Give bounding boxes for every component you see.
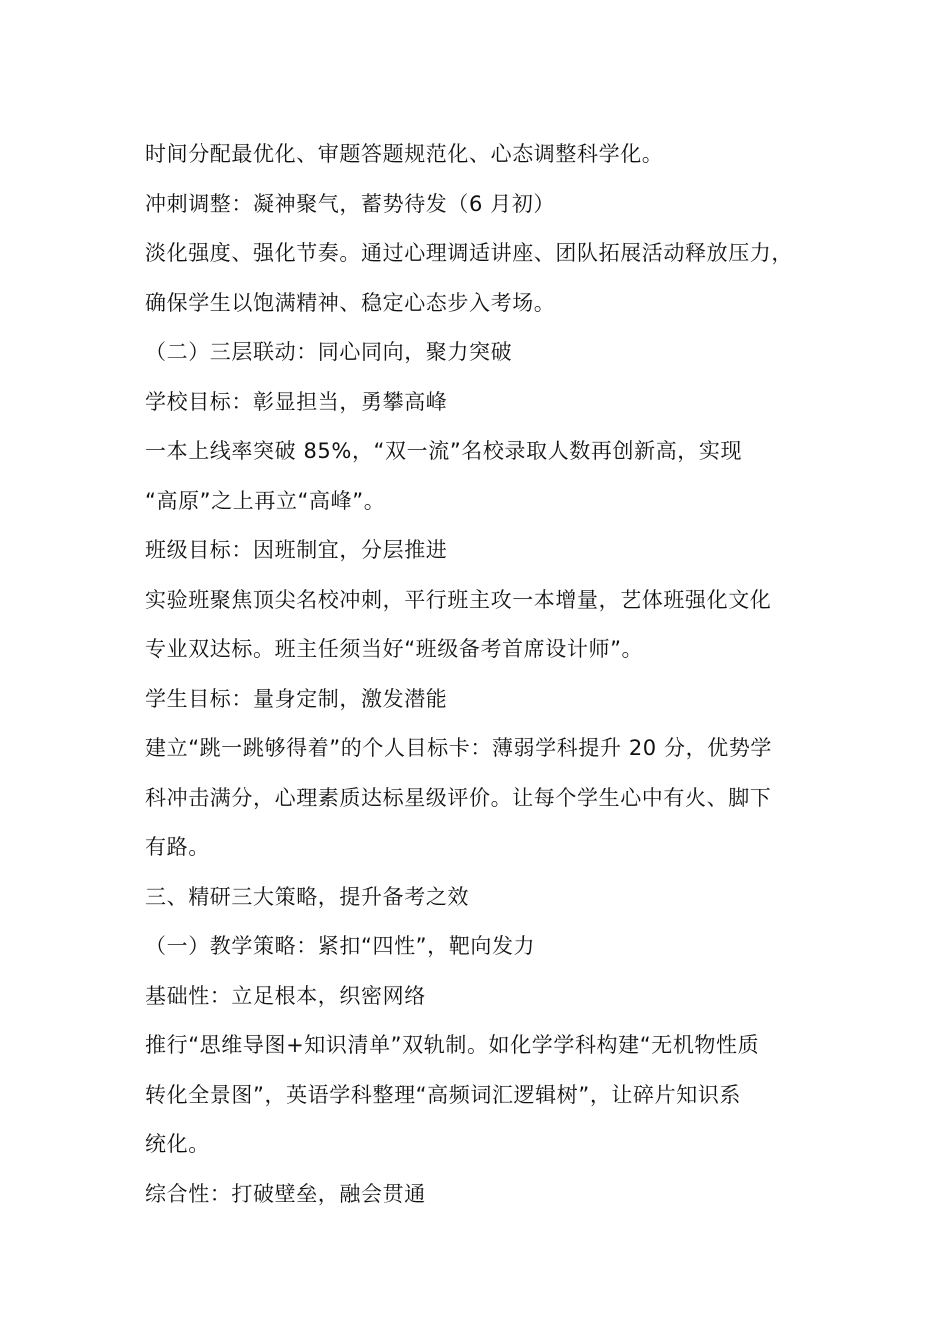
text-line: 科冲击满分，心理素质达标星级评价。让每个学生心中有火、脚下 [145, 785, 772, 810]
text-line: 有路。 [145, 835, 210, 859]
text-line: 推行“思维导图+知识清单”双轨制。如化学学科构建“无机物性质 [145, 1033, 760, 1057]
text-line: 实验班聚焦顶尖名校冲刺，平行班主攻一本增量，艺体班强化文化 [145, 587, 772, 612]
section-heading: 学生目标：量身定制，激发潜能 [145, 686, 448, 711]
section-heading: 三、精研三大策略，提升备考之效 [145, 884, 469, 909]
text-line: “高原”之上再立“高峰”。 [145, 488, 386, 513]
section-heading: 班级目标：因班制宜，分层推进 [145, 538, 448, 562]
text-line: 确保学生以饱满精神、稳定心态步入考场。 [145, 290, 556, 315]
section-heading: 学校目标：彰显担当，勇攀高峰 [145, 389, 448, 414]
section-heading: 冲刺调整：凝神聚气，蓄势待发（6 月初） [145, 191, 556, 216]
text-line: 专业双达标。班主任须当好“班级备考首席设计师”。 [145, 637, 644, 661]
text-line: 时间分配最优化、审题答题规范化、心态调整科学化。 [145, 142, 664, 166]
section-heading: （二）三层联动：同心同向，聚力突破 [145, 340, 513, 364]
section-heading: 基础性：立足根本，织密网络 [145, 983, 426, 1008]
section-heading: 综合性：打破壁垒，融会贯通 [145, 1181, 426, 1206]
text-line: 统化。 [145, 1132, 210, 1156]
text-line: 淡化强度、强化节奏。通过心理调适讲座、团队拓展活动释放压力， [145, 241, 793, 265]
document-body [145, 130, 825, 1219]
text-line: 一本上线率突破 85%，“双一流”名校录取人数再创新高，实现 [145, 439, 743, 463]
text-line: 建立“跳一跳够得着”的个人目标卡：薄弱学科提升 20 分，优势学 [145, 736, 773, 760]
text-line: 转化全景图”，英语学科整理“高频词汇逻辑树”，让碎片知识系 [145, 1082, 742, 1107]
section-heading: （一）教学策略：紧扣“四性”，靶向发力 [145, 934, 536, 958]
